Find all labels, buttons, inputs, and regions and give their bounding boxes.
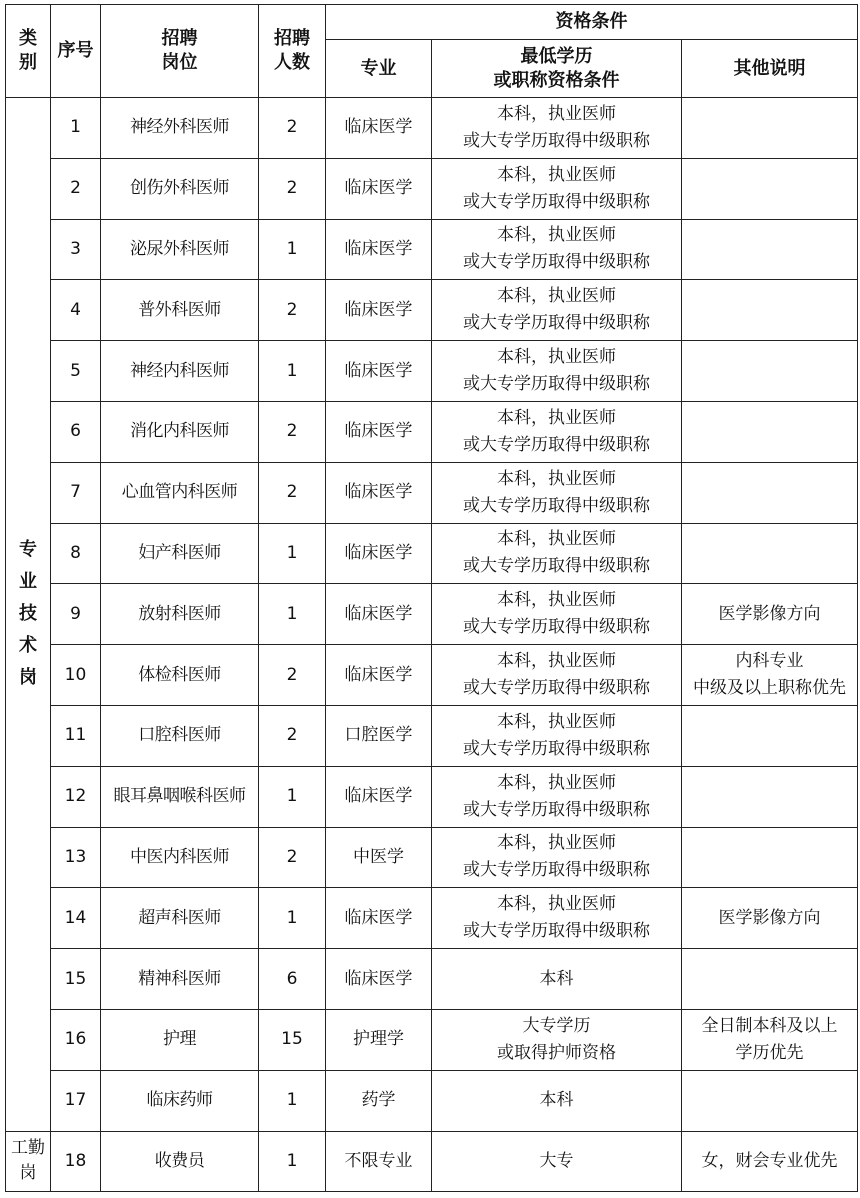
cell-no: 6 — [51, 401, 101, 462]
category-professional — [6, 98, 51, 1132]
cell-position: 放射科医师 — [101, 584, 259, 645]
cell-education-line: 或大专学历取得中级职称 — [463, 495, 650, 516]
header-category-line: 别 — [19, 52, 37, 73]
cell-major: 护理学 — [326, 1009, 432, 1070]
header-no: 序号 — [51, 5, 101, 98]
cell-major: 不限专业 — [326, 1131, 432, 1192]
cell-count: 1 — [259, 1070, 326, 1131]
cell-count: 1 — [259, 584, 326, 645]
cell-major: 中医学 — [326, 827, 432, 888]
cell-notes — [682, 341, 858, 402]
cell-position: 神经内科医师 — [101, 341, 259, 402]
cell-education-line: 本科，执业医师 — [497, 711, 616, 732]
cell-notes — [682, 645, 858, 706]
cell-position: 消化内科医师 — [101, 401, 259, 462]
table-header — [6, 5, 858, 98]
cell-education-line: 或大专学历取得中级职称 — [463, 860, 650, 881]
cell-major: 临床医学 — [326, 219, 432, 280]
cell-position: 妇产科医师 — [101, 523, 259, 584]
cell-education-line: 或大专学历取得中级职称 — [463, 313, 650, 334]
header-qualification: 资格条件 — [326, 5, 858, 40]
cell-education-line: 本科，执业医师 — [497, 772, 616, 793]
header-education — [432, 40, 682, 98]
cell-education-line: 本科，执业医师 — [497, 529, 616, 550]
cell-notes — [682, 949, 858, 1010]
category-labor-line: 工勤 — [11, 1138, 45, 1159]
cell-major: 临床医学 — [326, 462, 432, 523]
table-row — [6, 645, 858, 706]
table-row — [6, 827, 858, 888]
cell-position: 精神科医师 — [101, 949, 259, 1010]
cell-education-line: 或大专学历取得中级职称 — [463, 252, 650, 273]
cell-notes — [682, 1131, 858, 1192]
table-row — [6, 1131, 858, 1192]
cell-major: 临床医学 — [326, 401, 432, 462]
cell-no: 15 — [51, 949, 101, 1010]
table-row — [6, 158, 858, 219]
table-row — [6, 1070, 858, 1131]
cell-education-line: 或大专学历取得中级职称 — [463, 374, 650, 395]
cell-count: 2 — [259, 705, 326, 766]
table-row — [6, 401, 858, 462]
table-row — [6, 766, 858, 827]
cell-no: 17 — [51, 1070, 101, 1131]
recruitment-table-container — [5, 4, 858, 1192]
cell-education — [432, 949, 682, 1010]
cell-count: 2 — [259, 462, 326, 523]
cell-count: 1 — [259, 888, 326, 949]
cell-education — [432, 280, 682, 341]
cell-no: 10 — [51, 645, 101, 706]
header-category — [6, 5, 51, 98]
table-row — [6, 98, 858, 159]
cell-education — [432, 584, 682, 645]
cell-count: 2 — [259, 98, 326, 159]
table-row — [6, 523, 858, 584]
category-professional-char: 业 — [19, 571, 37, 593]
cell-education-line: 或取得护师资格 — [497, 1042, 616, 1063]
header-position-line: 招聘 — [161, 28, 198, 49]
cell-notes-line: 医学影像方向 — [718, 603, 821, 624]
cell-education-line: 或大专学历取得中级职称 — [463, 556, 650, 577]
cell-notes — [682, 827, 858, 888]
cell-position: 普外科医师 — [101, 280, 259, 341]
cell-notes — [682, 401, 858, 462]
cell-position: 眼耳鼻咽喉科医师 — [101, 766, 259, 827]
cell-education — [432, 766, 682, 827]
cell-position: 创伤外科医师 — [101, 158, 259, 219]
cell-no: 18 — [51, 1131, 101, 1192]
cell-no: 4 — [51, 280, 101, 341]
header-category-line: 类 — [19, 28, 37, 49]
cell-major: 临床医学 — [326, 584, 432, 645]
cell-no: 12 — [51, 766, 101, 827]
cell-position: 口腔科医师 — [101, 705, 259, 766]
table-row — [6, 705, 858, 766]
cell-education — [432, 1009, 682, 1070]
cell-major: 临床医学 — [326, 523, 432, 584]
cell-notes-line: 女，财会专业优先 — [701, 1150, 838, 1171]
cell-no: 3 — [51, 219, 101, 280]
cell-count: 1 — [259, 219, 326, 280]
cell-position: 临床药师 — [101, 1070, 259, 1131]
cell-education-line: 或大专学历取得中级职称 — [463, 921, 650, 942]
cell-notes — [682, 766, 858, 827]
header-position-line: 岗位 — [161, 52, 198, 73]
cell-education — [432, 1070, 682, 1131]
cell-notes — [682, 462, 858, 523]
cell-major: 临床医学 — [326, 158, 432, 219]
cell-education — [432, 401, 682, 462]
cell-notes — [682, 280, 858, 341]
cell-education-line: 本科，执业医师 — [497, 894, 616, 915]
table-row — [6, 280, 858, 341]
cell-education — [432, 523, 682, 584]
cell-position: 心血管内科医师 — [101, 462, 259, 523]
cell-education-line: 或大专学历取得中级职称 — [463, 617, 650, 638]
cell-education-line: 或大专学历取得中级职称 — [463, 191, 650, 212]
cell-major: 临床医学 — [326, 280, 432, 341]
cell-education-line: 本科，执业医师 — [497, 590, 616, 611]
cell-major: 临床医学 — [326, 766, 432, 827]
cell-education-line: 本科 — [539, 968, 574, 989]
table-row — [6, 584, 858, 645]
cell-education — [432, 888, 682, 949]
cell-education-line: 或大专学历取得中级职称 — [463, 678, 650, 699]
category-labor — [6, 1131, 51, 1192]
cell-notes-line: 中级及以上职称优先 — [693, 678, 846, 699]
cell-education — [432, 1131, 682, 1192]
cell-education — [432, 462, 682, 523]
cell-major: 临床医学 — [326, 98, 432, 159]
cell-count: 1 — [259, 341, 326, 402]
cell-no: 8 — [51, 523, 101, 584]
cell-major: 临床医学 — [326, 341, 432, 402]
cell-notes-line: 医学影像方向 — [718, 907, 821, 928]
cell-position: 护理 — [101, 1009, 259, 1070]
header-count — [259, 5, 326, 98]
cell-notes — [682, 219, 858, 280]
cell-no: 1 — [51, 98, 101, 159]
cell-education — [432, 705, 682, 766]
category-professional-char: 专 — [19, 539, 37, 561]
cell-no: 2 — [51, 158, 101, 219]
cell-education — [432, 341, 682, 402]
cell-education — [432, 219, 682, 280]
cell-count: 6 — [259, 949, 326, 1010]
cell-count: 2 — [259, 280, 326, 341]
cell-education-line: 本科，执业医师 — [497, 833, 616, 854]
recruitment-table — [5, 4, 858, 1192]
header-education-line: 或职称资格条件 — [493, 69, 620, 91]
category-professional-char: 术 — [19, 635, 37, 657]
cell-notes — [682, 705, 858, 766]
header-count-line: 人数 — [274, 52, 310, 73]
cell-education-line: 或大专学历取得中级职称 — [463, 130, 650, 151]
table-row — [6, 462, 858, 523]
cell-education-line: 大专学历 — [522, 1015, 591, 1036]
cell-major: 临床医学 — [326, 645, 432, 706]
cell-education-line: 本科，执业医师 — [497, 651, 616, 672]
cell-no: 7 — [51, 462, 101, 523]
cell-education-line: 本科，执业医师 — [497, 347, 616, 368]
cell-education-line: 本科，执业医师 — [497, 468, 616, 489]
table-row — [6, 949, 858, 1010]
cell-education — [432, 827, 682, 888]
cell-major: 口腔医学 — [326, 705, 432, 766]
cell-position: 超声科医师 — [101, 888, 259, 949]
header-major: 专业 — [326, 40, 432, 98]
cell-education-line: 或大专学历取得中级职称 — [463, 434, 650, 455]
cell-notes — [682, 1009, 858, 1070]
cell-education-line: 本科，执业医师 — [497, 164, 616, 185]
table-row — [6, 888, 858, 949]
cell-education — [432, 98, 682, 159]
cell-notes-line: 学历优先 — [735, 1042, 804, 1063]
table-row — [6, 219, 858, 280]
category-professional-char: 岗 — [19, 667, 37, 689]
header-education-line: 最低学历 — [520, 45, 593, 67]
cell-position: 中医内科医师 — [101, 827, 259, 888]
cell-position: 泌尿外科医师 — [101, 219, 259, 280]
cell-count: 2 — [259, 827, 326, 888]
cell-no: 11 — [51, 705, 101, 766]
cell-position: 体检科医师 — [101, 645, 259, 706]
cell-education-line: 本科，执业医师 — [497, 286, 616, 307]
cell-education — [432, 645, 682, 706]
header-position — [101, 5, 259, 98]
cell-count: 15 — [259, 1009, 326, 1070]
cell-notes — [682, 584, 858, 645]
category-labor-line: 岗 — [19, 1163, 37, 1184]
cell-notes — [682, 1070, 858, 1131]
cell-education-line: 本科，执业医师 — [497, 407, 616, 428]
cell-education-line: 本科，执业医师 — [497, 225, 616, 246]
cell-education — [432, 158, 682, 219]
cell-notes — [682, 158, 858, 219]
table-row — [6, 341, 858, 402]
cell-notes-line: 内科专业 — [735, 651, 804, 672]
table-row — [6, 1009, 858, 1070]
cell-no: 16 — [51, 1009, 101, 1070]
cell-notes — [682, 888, 858, 949]
table-body — [6, 98, 858, 1192]
cell-no: 9 — [51, 584, 101, 645]
cell-count: 2 — [259, 645, 326, 706]
cell-major: 临床医学 — [326, 888, 432, 949]
cell-notes — [682, 523, 858, 584]
cell-no: 13 — [51, 827, 101, 888]
category-professional-char: 技 — [19, 603, 37, 625]
cell-education-line: 大专 — [539, 1150, 574, 1171]
cell-education-line: 或大专学历取得中级职称 — [463, 799, 650, 820]
cell-count: 1 — [259, 766, 326, 827]
header-count-line: 招聘 — [274, 28, 310, 49]
cell-education-line: 本科，执业医师 — [497, 103, 616, 124]
cell-education-line: 或大专学历取得中级职称 — [463, 738, 650, 759]
cell-no: 14 — [51, 888, 101, 949]
header-notes: 其他说明 — [682, 40, 858, 98]
cell-no: 5 — [51, 341, 101, 402]
cell-count: 1 — [259, 1131, 326, 1192]
cell-notes-line: 全日制本科及以上 — [701, 1015, 838, 1036]
cell-position: 神经外科医师 — [101, 98, 259, 159]
cell-count: 2 — [259, 158, 326, 219]
cell-count: 1 — [259, 523, 326, 584]
cell-major: 药学 — [326, 1070, 432, 1131]
cell-count: 2 — [259, 401, 326, 462]
cell-notes — [682, 98, 858, 159]
cell-position: 收费员 — [101, 1131, 259, 1192]
cell-education-line: 本科 — [539, 1090, 574, 1111]
cell-major: 临床医学 — [326, 949, 432, 1010]
